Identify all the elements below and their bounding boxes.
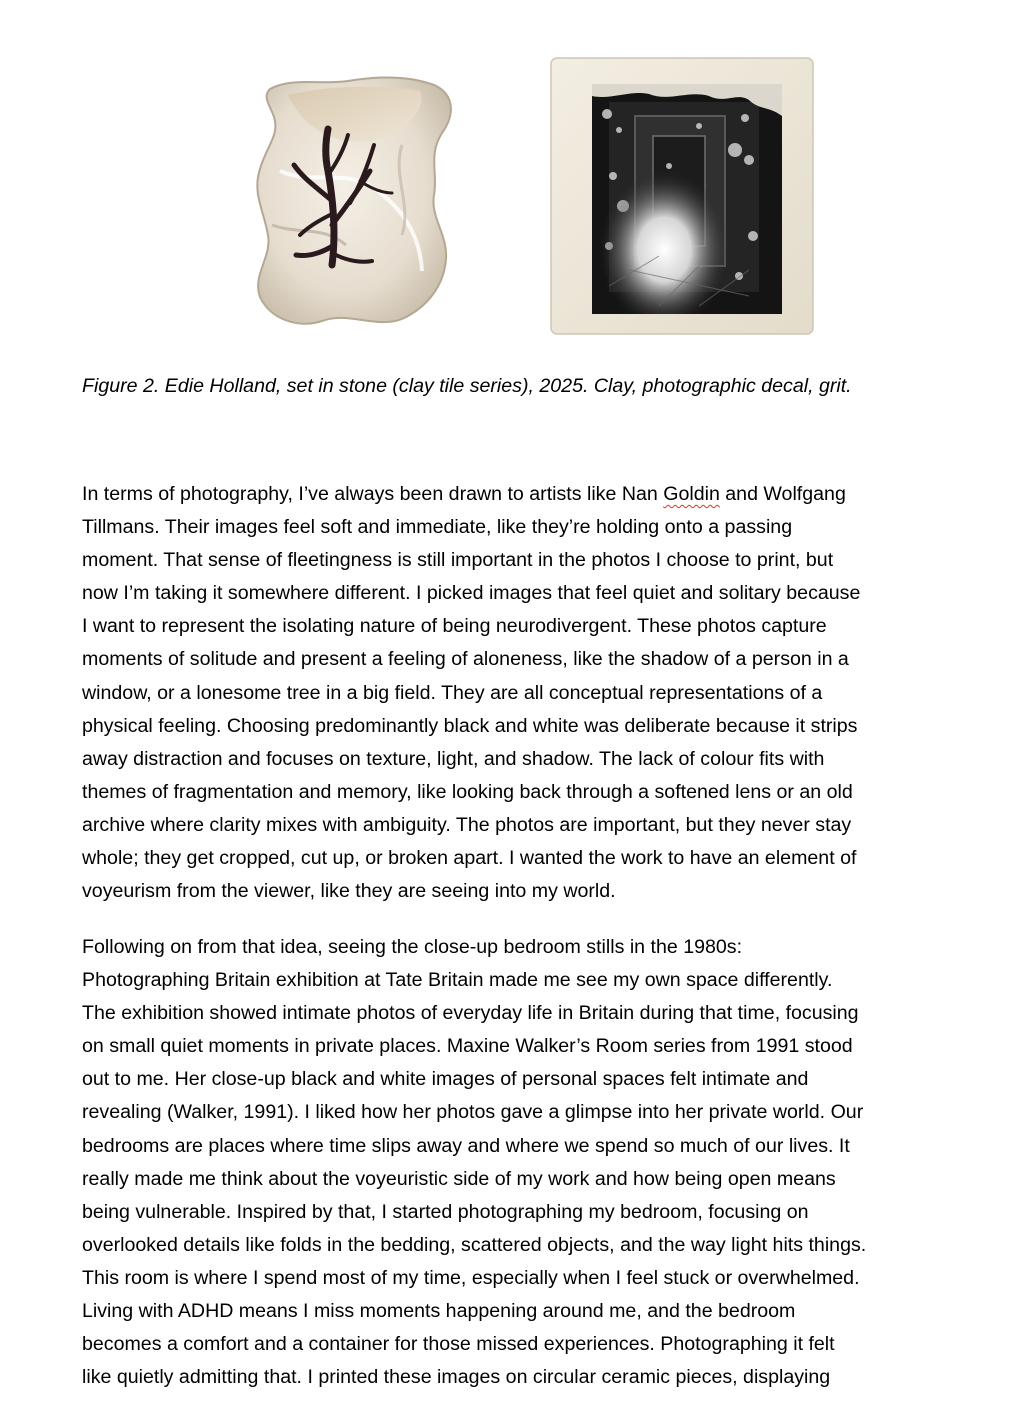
spellcheck-flagged-word[interactable]: Goldin: [663, 483, 720, 505]
figure-images: [0, 0, 1032, 345]
photographic-decal-tile-image: [549, 56, 815, 336]
paragraph-line: bedrooms are places where time slips away and where we spend so much of our lives. It: [82, 1134, 850, 1157]
paragraph-line: Photographing Britain exhibition at Tate Britain made me see my own space differently.: [82, 969, 833, 992]
paragraph-line: like quietly admitting that. I printed these images on circular ceramic pieces, displaying: [82, 1366, 831, 1389]
paragraph-line: Tillmans. Their images feel soft and immediate, like they’re holding onto a passing: [82, 516, 793, 539]
paragraph-line: Following on from that idea, seeing the close-up bedroom stills in the 1980s:: [82, 936, 743, 958]
paragraph-line: Living with ADHD means I miss moments happening around me, and the bedroom: [82, 1300, 796, 1323]
figure-caption: Figure 2. Edie Holland, set in stone (clay tile series), 2025. Clay, photographic decal, grit.: [82, 375, 852, 397]
paragraph-line: on small quiet moments in private places. Maxine Walker’s Room series from 1991 stood: [82, 1035, 853, 1058]
body-paragraph-1: [82, 478, 982, 908]
paragraph-line: physical feeling. Choosing predominantly black and white was deliberate because it strips: [82, 714, 858, 737]
paragraph-line: becomes a comfort and a container for those missed experiences. Photographing it felt: [82, 1333, 835, 1356]
paragraph-line: overlooked details like folds in the bedding, scattered objects, and the way light hits things.: [82, 1233, 867, 1256]
paragraph-line: away distraction and focuses on texture, light, and shadow. The lack of colour fits with: [82, 747, 825, 770]
paragraph-line: I want to represent the isolating nature of being neurodivergent. These photos capture: [82, 615, 827, 638]
paragraph-line: themes of fragmentation and memory, like looking back through a softened lens or an old: [82, 780, 853, 803]
paragraph-line: now I’m taking it somewhere different. I picked images that feel quiet and solitary because: [82, 582, 861, 605]
body-paragraph-2: [82, 931, 982, 1394]
paragraph-line: archive where clarity mixes with ambiguity. The photos are important, but they never stay: [82, 813, 852, 836]
paragraph-line: The exhibition showed intimate photos of everyday life in Britain during that time, focusing: [82, 1002, 859, 1025]
paragraph-line: window, or a lonesome tree in a big field. They are all conceptual representations of a: [82, 681, 823, 704]
paragraph-line: moment. That sense of fleetingness is still important in the photos I choose to print, but: [82, 549, 834, 572]
paragraph-line: revealing (Walker, 1991). I liked how her photos gave a glimpse into her private world. Our: [82, 1101, 864, 1124]
paragraph-line: moments of solitude and present a feeling of aloneness, like the shadow of a person in a: [82, 648, 849, 671]
paragraph-line: whole; they get cropped, cut up, or broken apart. I wanted the work to have an element of: [82, 847, 857, 870]
paragraph-line: really made me think about the voyeuristic side of my work and how being open means: [82, 1167, 836, 1190]
crumpled-clay-tile-image: [252, 75, 468, 335]
paragraph-line: In terms of photography, I’ve always been drawn to artists like Nan Goldin and Wolfgang: [82, 483, 846, 505]
paragraph-line: voyeurism from the viewer, like they are seeing into my world.: [82, 880, 616, 903]
paragraph-line: out to me. Her close-up black and white images of personal spaces felt intimate and: [82, 1068, 809, 1091]
paragraph-line: This room is where I spend most of my time, especially when I feel stuck or overwhelmed.: [82, 1266, 860, 1289]
paragraph-line: being vulnerable. Inspired by that, I started photographing my bedroom, focusing on: [82, 1200, 809, 1223]
